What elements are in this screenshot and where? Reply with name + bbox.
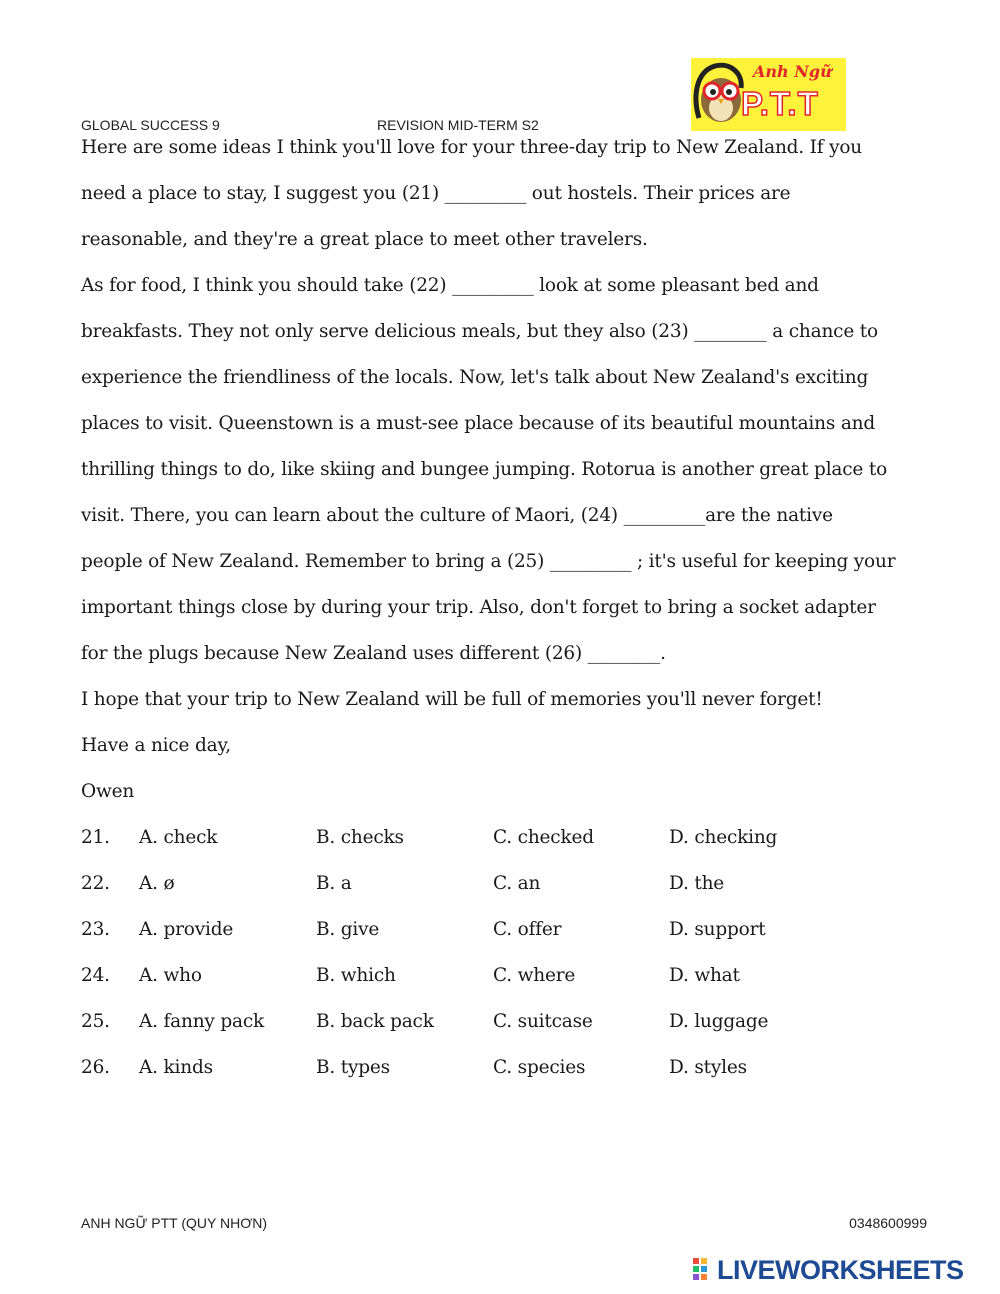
option-a[interactable]: A. who bbox=[139, 965, 202, 986]
option-c[interactable]: C. checked bbox=[493, 827, 594, 848]
option-b[interactable]: B. give bbox=[316, 919, 380, 940]
option-b[interactable]: B. which bbox=[316, 965, 396, 986]
passage-line: thrilling things to do, like skiing and bungee jumping. Rotorua is another great place to bbox=[81, 459, 888, 480]
option-a[interactable]: A. ø bbox=[139, 873, 175, 894]
question-number: 25. bbox=[81, 1011, 110, 1032]
passage-line: Here are some ideas I think you'll love for your three-day trip to New Zealand. If you bbox=[81, 137, 863, 158]
logo-text-main: P.T.T bbox=[741, 85, 819, 122]
footer-phone: 0348600999 bbox=[849, 1215, 927, 1231]
option-c[interactable]: C. offer bbox=[493, 919, 562, 940]
answer-options bbox=[81, 825, 951, 1101]
question-row-22 bbox=[81, 871, 951, 917]
footer-left: ANH NGỮ PTT (QUY NHƠN) bbox=[81, 1215, 268, 1231]
passage-line: people of New Zealand. Remember to bring a (25) _________ ; it's useful for keeping your bbox=[81, 551, 896, 572]
option-b[interactable]: B. checks bbox=[316, 827, 404, 848]
question-row-23 bbox=[81, 917, 951, 963]
logo-text-top: Anh Ngữ bbox=[753, 62, 832, 81]
passage-line: places to visit. Queenstown is a must-see place because of its beautiful mountains and bbox=[81, 413, 875, 434]
passage-line: reasonable, and they're a great place to meet other travelers. bbox=[81, 229, 648, 250]
passage-line: breakfasts. They not only serve delicious meals, but they also (23) ________ a chance to bbox=[81, 321, 878, 342]
passage-line: experience the friendliness of the locals. Now, let's talk about New Zealand's exciting bbox=[81, 367, 869, 388]
question-number: 24. bbox=[81, 965, 110, 986]
passage-line: As for food, I think you should take (22) _________ look at some pleasant bed and bbox=[81, 275, 819, 296]
option-d[interactable]: D. what bbox=[669, 965, 740, 986]
option-b[interactable]: B. types bbox=[316, 1057, 390, 1078]
passage-line: Have a nice day, bbox=[81, 735, 231, 756]
passage-line: visit. There, you can learn about the culture of Maori, (24) _________are the native bbox=[81, 505, 833, 526]
question-row-26 bbox=[81, 1055, 951, 1101]
option-d[interactable]: D. luggage bbox=[669, 1011, 769, 1032]
question-number: 22. bbox=[81, 873, 110, 894]
option-c[interactable]: C. where bbox=[493, 965, 576, 986]
option-b[interactable]: B. back pack bbox=[316, 1011, 434, 1032]
option-d[interactable]: D. checking bbox=[669, 827, 778, 848]
header-title: REVISION MID-TERM S2 bbox=[377, 117, 539, 133]
option-c[interactable]: C. species bbox=[493, 1057, 586, 1078]
passage-line: for the plugs because New Zealand uses different (26) ________. bbox=[81, 643, 666, 664]
option-a[interactable]: A. fanny pack bbox=[139, 1011, 265, 1032]
option-a[interactable]: A. kinds bbox=[139, 1057, 213, 1078]
option-a[interactable]: A. provide bbox=[139, 919, 234, 940]
liveworksheets-grid-icon bbox=[693, 1258, 715, 1282]
question-number: 26. bbox=[81, 1057, 110, 1078]
option-a[interactable]: A. check bbox=[139, 827, 218, 848]
passage-line: important things close by during your trip. Also, don't forget to bring a socket adapter bbox=[81, 597, 876, 618]
passage bbox=[81, 135, 951, 825]
passage-line: I hope that your trip to New Zealand will be full of memories you'll never forget! bbox=[81, 689, 823, 710]
liveworksheets-text: LIVEWORKSHEETS bbox=[717, 1255, 964, 1285]
option-d[interactable]: D. styles bbox=[669, 1057, 747, 1078]
anh-ngu-ptt-logo bbox=[691, 58, 846, 131]
passage-line: need a place to stay, I suggest you (21) _________ out hostels. Their prices are bbox=[81, 183, 791, 204]
question-row-24 bbox=[81, 963, 951, 1009]
option-b[interactable]: B. a bbox=[316, 873, 352, 894]
liveworksheets-watermark bbox=[693, 1255, 993, 1285]
question-row-21 bbox=[81, 825, 951, 871]
option-c[interactable]: C. suitcase bbox=[493, 1011, 593, 1032]
option-c[interactable]: C. an bbox=[493, 873, 541, 894]
header-left: GLOBAL SUCCESS 9 bbox=[81, 117, 220, 133]
passage-signature: Owen bbox=[81, 781, 135, 802]
option-d[interactable]: D. support bbox=[669, 919, 766, 940]
question-row-25 bbox=[81, 1009, 951, 1055]
question-number: 21. bbox=[81, 827, 110, 848]
option-d[interactable]: D. the bbox=[669, 873, 725, 894]
question-number: 23. bbox=[81, 919, 110, 940]
